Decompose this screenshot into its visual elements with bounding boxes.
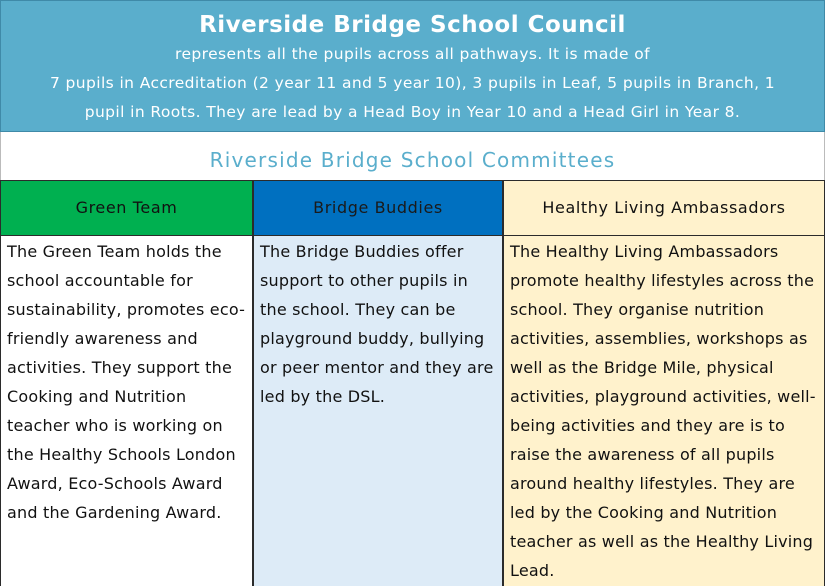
- council-title: Riverside Bridge School Council: [199, 12, 626, 38]
- council-line: 7 pupils in Accreditation (2 year 11 and 5 year 10), 3 pupils in Leaf, 5 pupils in Branch, 1: [49, 74, 776, 92]
- healthy-living-header: Healthy Living Ambassadors: [503, 180, 825, 236]
- council-line: pupil in Roots. They are lead by a Head Boy in Year 10 and a Head Girl in Year 8.: [84, 103, 741, 121]
- green-team-header: Green Team: [0, 180, 253, 236]
- bridge-buddies-description: The Bridge Buddies offer support to other pupils in the school. They can be playground buddy, bullying or peer mentor and they are led by the DSL.: [253, 236, 503, 586]
- council-description: [1, 40, 824, 127]
- healthy-living-description: The Healthy Living Ambassadors promote healthy lifestyles across the school. They organise nutrition activities, assemblies, workshops as well as the Bridge Mile, physical activities, playground activities, well-being activities and they are is to raise the awareness of all pupils around healthy lifestyles. They are led by the Cooking and Nutrition teacher as well as the Healthy Living Lead.: [503, 236, 825, 586]
- healthy-living-column: [503, 180, 825, 586]
- committees-title: Riverside Bridge School Committees: [209, 148, 616, 172]
- council-banner: [0, 0, 825, 132]
- committees-header: [0, 132, 825, 180]
- green-team-column: [0, 180, 253, 586]
- green-team-description: The Green Team holds the school accountable for sustainability, promotes eco-friendly awareness and activities. They support the Cooking and Nutrition teacher who is working on the Healthy Schools London Award, Eco-Schools Award and the Gardening Award.: [0, 236, 253, 586]
- bridge-buddies-header: Bridge Buddies: [253, 180, 503, 236]
- council-line: represents all the pupils across all pathways. It is made of: [175, 45, 650, 63]
- bridge-buddies-column: [253, 180, 503, 586]
